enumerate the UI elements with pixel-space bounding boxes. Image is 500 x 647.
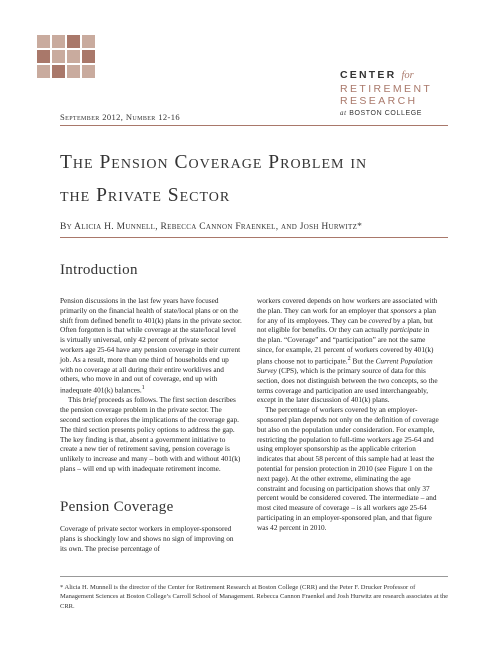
brand-square	[37, 65, 50, 78]
brand-square	[52, 65, 65, 78]
brand-square	[67, 50, 80, 63]
brand-square	[82, 35, 95, 48]
brand-square	[52, 50, 65, 63]
logo-line-retirement: RETIREMENT	[340, 82, 433, 95]
left-column-coverage	[60, 524, 242, 553]
brand-square	[82, 65, 95, 78]
brand-squares-graphic	[37, 35, 97, 85]
intro-paragraph: This brief proceeds as follows. The first section describes the pension coverage problem in the private sector. The second section explores the implications of the coverage gap. The third section presents policy options to address the gap. The key finding is that, absent a government initiative to create a new tier of retirement saving, pension coverage is unlikely to increase and many – both with and without 401(k) plans – will end up with inadequate retirement income.	[60, 395, 241, 473]
brand-square	[52, 35, 65, 48]
brand-square	[37, 50, 50, 63]
pension-coverage-heading: Pension Coverage	[60, 499, 174, 515]
right-paragraph: workers covered depends on how workers are associated with the plan. They can work for an employer that sponsors a plan for any of its employees. They can be covered by a plan, but not eligible for benefits. Or they can actually participate in the plan. “Coverage” and “participation” are not the same since, for example, 21 percent of workers covered by 401(k) plans choose not to participate.$^2$ But the Current Population Survey (CPS), which is the primary source of data for this section, does not distinguish between the two concepts, so the terms coverage and participation are used interchangeably, except in the later discussion of 401(k) plans.	[257, 296, 438, 405]
author-footnote: * Alicia H. Munnell is the director of the Center for Retirement Research at Boston College (CRR) and the Peter F. Drucker Professor of Management Sciences at Boston College’s Carroll School of Management. Rebecca Cannon Fraenkel and Josh Hurwitz are research associates at the CRR.	[60, 584, 449, 610]
left-column-intro	[60, 296, 242, 474]
logo-line-research: RESEARCH	[340, 95, 418, 107]
page-title: The Pension Coverage Problem in the Private Sector	[60, 152, 368, 206]
logo-line-boston-college: at BOSTON COLLEGE	[340, 108, 423, 117]
divider-rule	[60, 125, 448, 126]
coverage-paragraph: Coverage of private sector workers in employer-sponsored plans is shockingly low and shows no sign of improving on its own. The precise percentage of	[60, 524, 234, 553]
divider-rule	[60, 237, 448, 238]
intro-paragraph: Pension discussions in the last few years have focused primarily on the financial health of state/local plans or on the shift from defined benefit to 401(k) plans in the private sector. Often forgotten is that while coverage at the state/local level is virtually universal, only 42 percent of private sector workers age 25-64 have any pension coverage in their current job. As a result, more than one third of households end up with no coverage at all during their entire worklives and others, who move in and out of coverage, end up with inadequate 401(k) balances.$^1$	[60, 296, 242, 395]
brand-square	[67, 35, 80, 48]
brand-square	[82, 50, 95, 63]
crr-logo	[340, 70, 470, 117]
right-column	[257, 296, 439, 533]
brand-square	[37, 35, 50, 48]
logo-line-center: CENTER for	[340, 69, 414, 81]
footnote-rule	[60, 576, 448, 577]
issue-dateline: September 2012, Number 12-16	[60, 112, 181, 122]
right-paragraph: The percentage of workers covered by an employer-sponsored plan depends not only on the definition of coverage but also on the population under consideration. For example, restricting the population to full-time workers age 25-64 and using employer sponsorship as the applicable criterion indicates that about 58 percent of this sample had at least the potential for pension protection in 2010 (see Figure 1 on the next page). At the other extreme, eliminating the age constraint and focusing on participation shows that only 37 percent would be considered covered. The intermediate – and most cited measure of coverage – is all workers age 25-64 participating in an employer-sponsored plan, and that figure was 42 percent in 2010.	[257, 405, 439, 532]
brand-square	[67, 65, 80, 78]
author-byline: By Alicia H. Munnell, Rebecca Cannon Fraenkel, and Josh Hurwitz*	[60, 222, 363, 232]
introduction-heading: Introduction	[60, 262, 138, 278]
